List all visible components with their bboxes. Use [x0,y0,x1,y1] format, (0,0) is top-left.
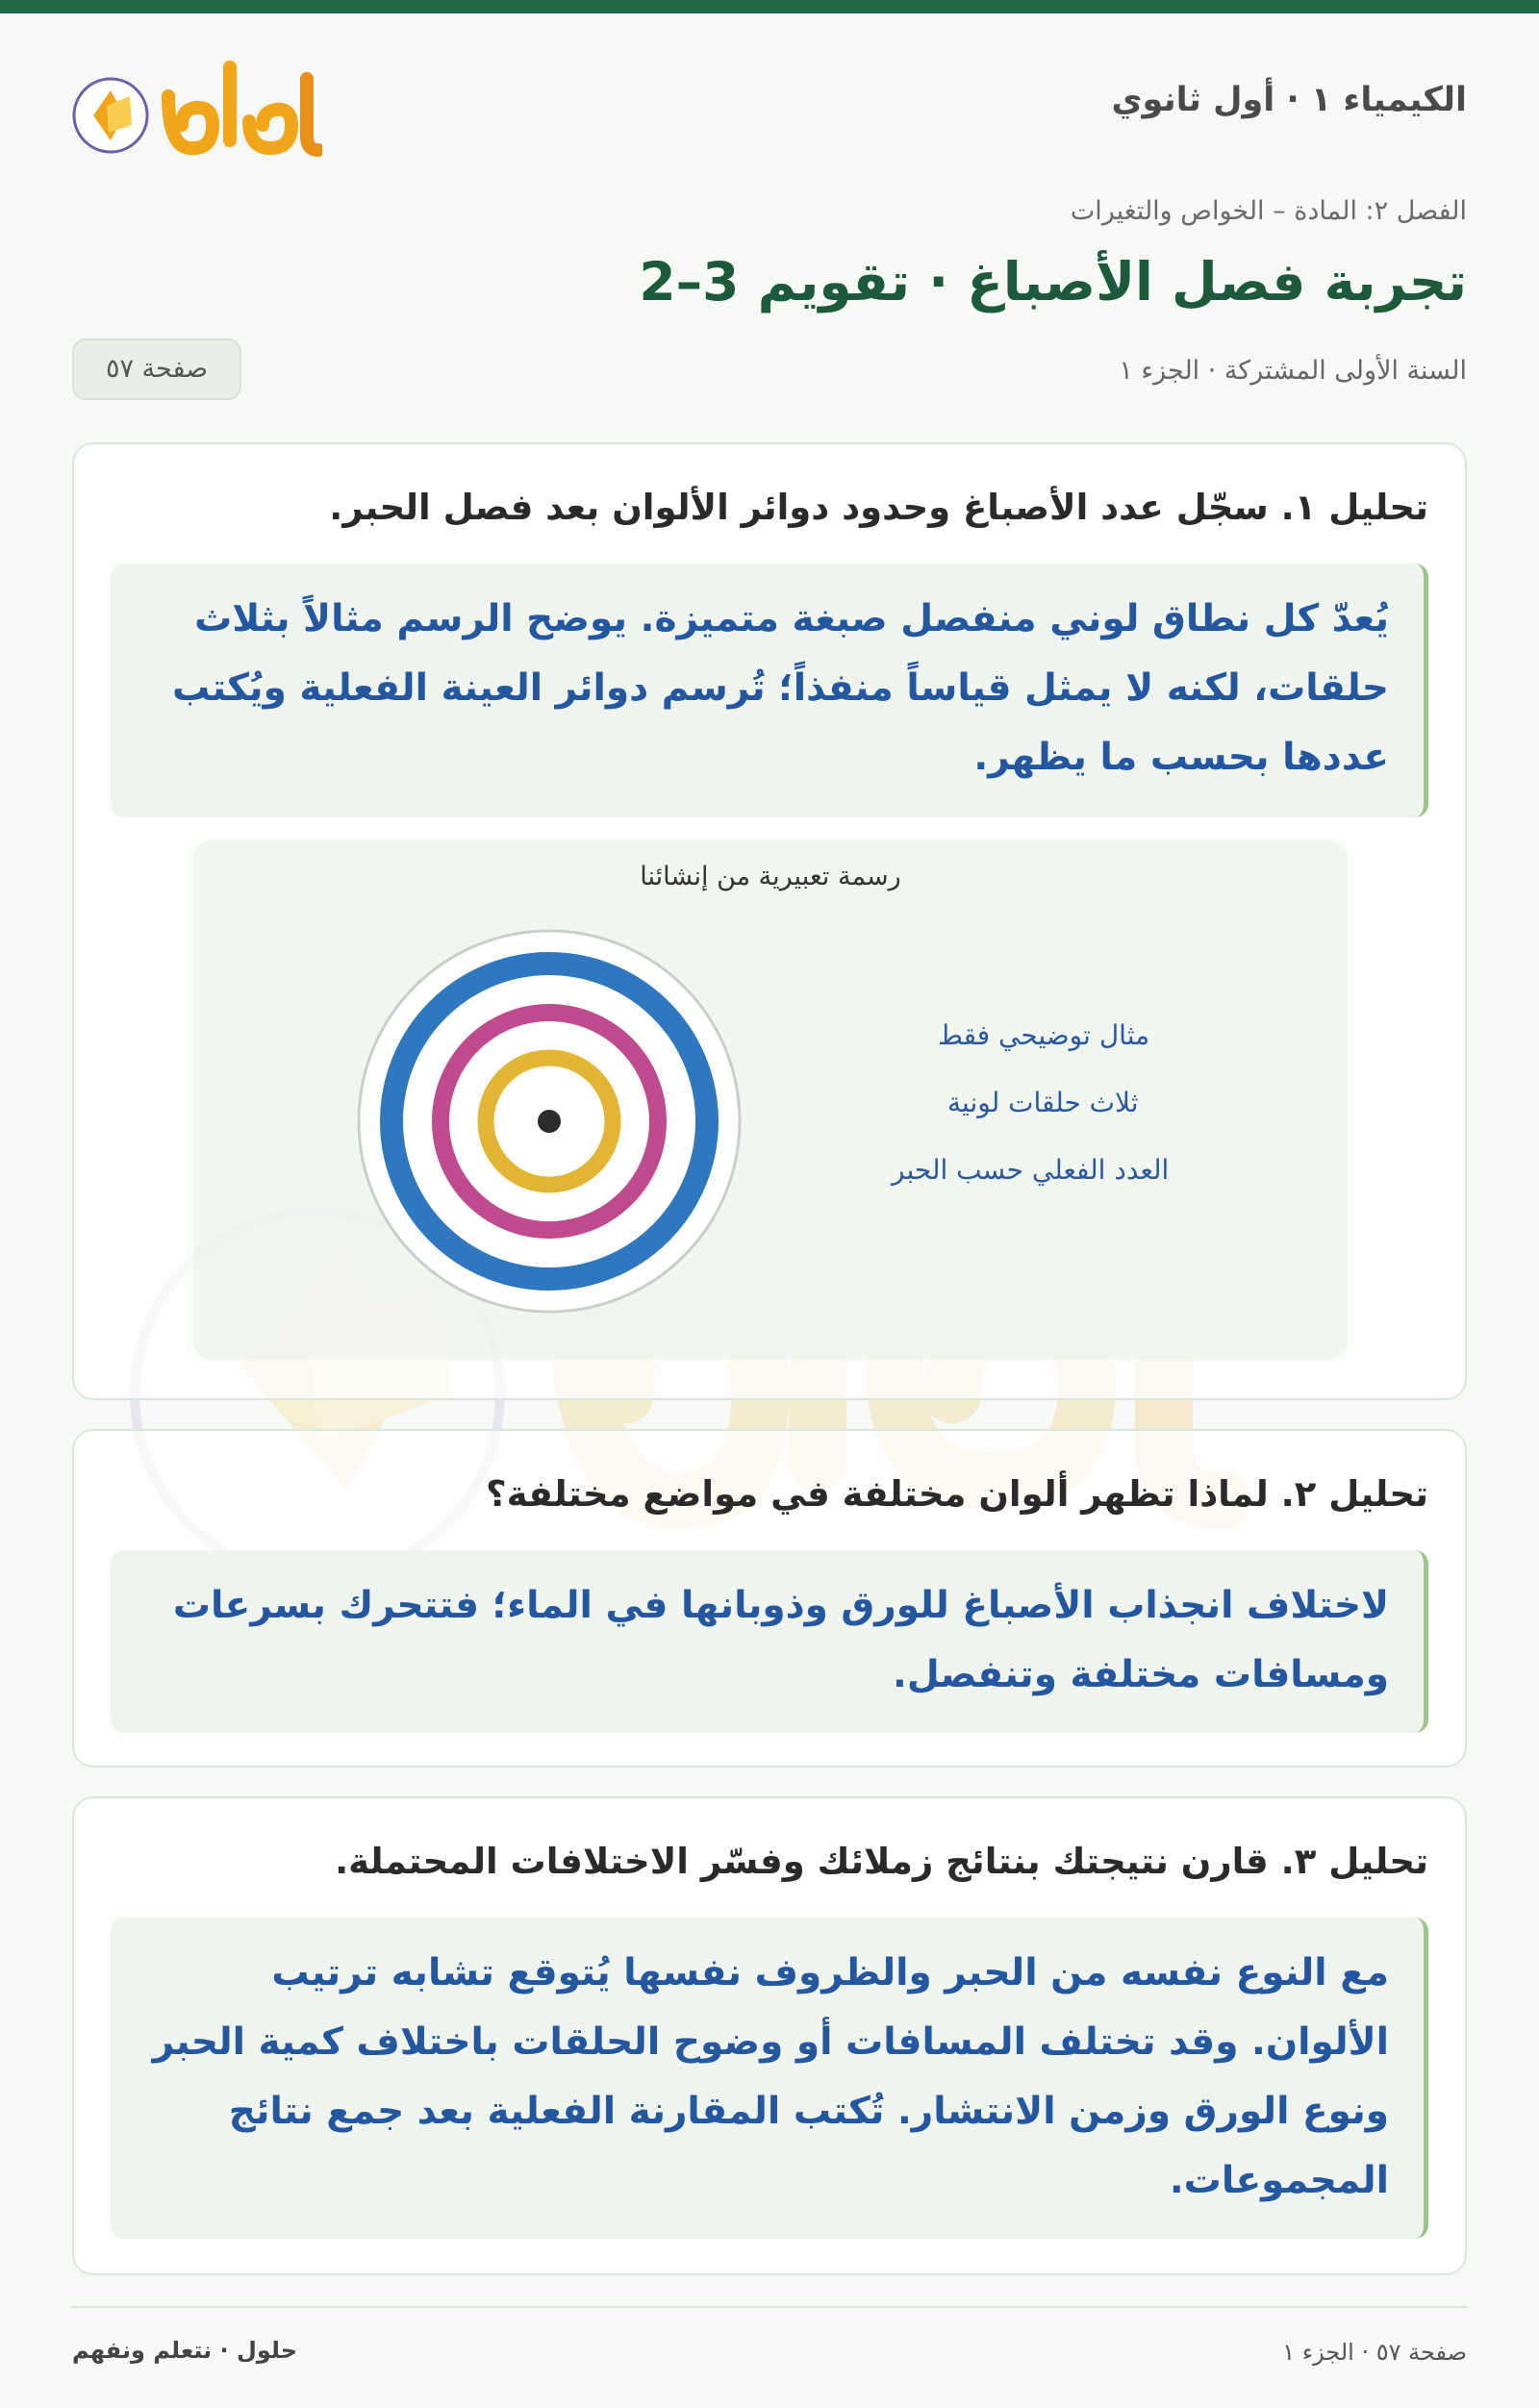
chromatography-rings [357,929,742,1314]
question-text: تحليل ٢. لماذا تظهر ألوان مختلفة في مواضع مختلفة؟ [486,1472,1428,1515]
edition-label: السنة الأولى المشتركة · الجزء ١ [1119,355,1467,386]
answer-box: لاختلاف انجذاب الأصباغ للورق وذوبانها في الماء؛ فتتحرك بسرعات ومسافات مختلفة وتنفصل. [111,1550,1428,1733]
page-header [72,13,1467,167]
page-title: تجربة فصل الأصباغ · تقويم 3–2 [639,251,1467,313]
course-label: الكيمياء ١ · أول ثانوي [1111,81,1467,119]
rings-illustration [193,840,1348,1360]
top-accent-bar [0,0,1539,13]
question-text: تحليل ٣. قارن نتيجتك بنتائج زملائك وفسّر الاختلافات المحتملة. [335,1840,1428,1882]
question-card-3 [72,1796,1467,2275]
worksheet-page [72,13,1467,2275]
question-card-1 [72,442,1467,1400]
meta-row [72,339,1467,406]
page-badge: صفحة ٥٧ [72,339,241,400]
question-card-2 [72,1429,1467,1768]
center-dot [538,1110,561,1133]
question-text: تحليل ١. سجّل عدد الأصباغ وحدود دوائر الألوان بعد فصل الحبر. [329,486,1428,528]
figure-caption: رسمة تعبيرية من إنشائنا [640,861,901,891]
footer-brand: حلول · نتعلم ونفهم [72,2337,297,2364]
figure-label-3: العدد الفعلي حسب الحبر [892,1153,1170,1186]
answer-box: يُعدّ كل نطاق لوني منفصل صبغة متميزة. يوضح الرسم مثالاً بثلاث حلقات، لكنه لا يمثل قياساً منفذاً؛ تُرسم دوائر العينة الفعلية ويُكتب عددها بحسب ما يظهر. [111,564,1428,817]
figure-label-1: مثال توضيحي فقط [938,1018,1150,1051]
answer-box: مع النوع نفسه من الحبر والظروف نفسها يُتوقع تشابه ترتيب الألوان. وقد تختلف المسافات أو وضوح الحلقات باختلاف كمية الحبر ونوع الورق وزمن الانتشار. تُكتب المقارنة الفعلية بعد جمع نتائج المجموعات. [111,1918,1428,2239]
chapter-label: الفصل ٢: المادة – الخواص والتغيرات [1070,196,1467,226]
hulul-logo [72,58,322,163]
footer-page-info: صفحة ٥٧ · الجزء ١ [1282,2339,1467,2366]
footer-divider [72,2306,1467,2308]
figure-label-2: ثلاث حلقات لونية [947,1086,1139,1118]
